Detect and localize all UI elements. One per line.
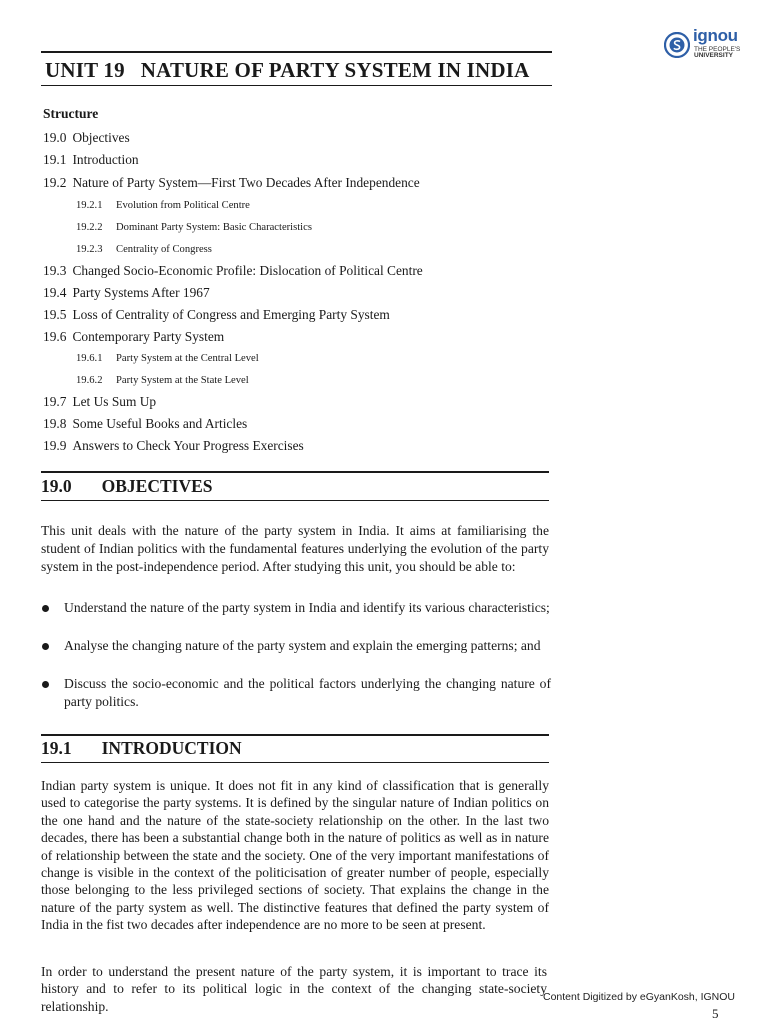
bullet-icon (42, 605, 49, 612)
title-top-rule (41, 51, 552, 53)
toc-item: 19.1 Introduction (43, 152, 139, 167)
toc-item: 19.6 Contemporary Party System (43, 329, 225, 344)
ignou-emblem-icon (664, 32, 690, 58)
toc-item: 19.5 Loss of Centrality of Congress and Emerging Party System (43, 307, 390, 322)
logo-wordmark: ignou (693, 26, 738, 45)
introduction-top-rule (41, 734, 549, 736)
section-number: 19.1 (41, 738, 72, 758)
introduction-paragraph-1: Indian party system is unique. It does not fit in any kind of classification that is generally used to categorise the party systems. It is defined by the singular nature of Indian politics on the one hand and the nature of the state-society relationship on the other. In the last two decades, there has been a substantial change both in the nature of politics as well as in nature of relationship between the state and the society. One of the very important manifestations of change is visible in the context of the politicisation of greater number of people, especially those belonging to the less privileged sections of society. That explains the change in the nature of the party system as well. The distinctive features that defined the party system of India in the fist two decades after independence are no more to be seen at present. (41, 778, 549, 933)
list-item: Understand the nature of the party system in India and identify its various characteristics; (41, 599, 551, 617)
logo-tagline-university: UNIVERSITY (694, 52, 734, 59)
bullet-icon (42, 681, 49, 688)
toc-item: 19.8 Some Useful Books and Articles (43, 416, 248, 431)
section-title: OBJECTIVES (101, 476, 213, 496)
toc-item: 19.4 Party Systems After 1967 (43, 285, 210, 300)
objectives-top-rule (41, 471, 549, 473)
toc-item: 19.9 Answers to Check Your Progress Exercises (43, 438, 304, 453)
toc-subitem: 19.6.1 Party System at the Central Level (76, 353, 259, 364)
toc-item: 19.0 Objectives (43, 130, 130, 145)
toc-subitem: 19.6.2 Party System at the State Level (76, 375, 249, 386)
introduction-paragraph-2: In order to understand the present nature of the party system, it is important to trace its history and to refer to its political logic in the context of the changing state-society relationship. (41, 964, 547, 1014)
list-item: Discuss the socio-economic and the political factors underlying the changing nature of party politics. (41, 675, 551, 711)
introduction-bottom-rule (41, 762, 549, 763)
unit-number: UNIT 19 (45, 58, 125, 82)
logo-tagline: THE PEOPLE'S (694, 46, 741, 53)
introduction-heading (41, 738, 242, 759)
toc-subitem: 19.2.2 Dominant Party System: Basic Characteristics (76, 222, 312, 233)
structure-heading: Structure (43, 106, 99, 121)
digitization-credit: Content Digitized by eGyanKosh, IGNOU (543, 991, 736, 1003)
toc-subitem: 19.2.1 Evolution from Political Centre (76, 200, 250, 211)
objectives-heading (41, 476, 213, 497)
page-number: 5 (712, 1006, 719, 1021)
bullet-icon (42, 643, 49, 650)
toc-item: 19.3 Changed Socio-Economic Profile: Dislocation of Political Centre (43, 263, 423, 278)
toc-item: 19.7 Let Us Sum Up (43, 394, 157, 409)
ignou-logo (664, 26, 754, 62)
toc-item: 19.2 Nature of Party System—First Two Decades After Independence (43, 175, 420, 190)
section-number: 19.0 (41, 476, 72, 496)
section-title: INTRODUCTION (101, 738, 242, 758)
unit-title (45, 58, 530, 83)
toc-subitem: 19.2.3 Centrality of Congress (76, 244, 212, 255)
objectives-intro: This unit deals with the nature of the party system in India. It aims at familiarising the student of Indian politics with the fundamental features underlying the evolution of the party system in the post-independence period. After studying this unit, you should be able to: (41, 523, 549, 574)
title-bottom-rule (41, 85, 552, 86)
unit-title-text: NATURE OF PARTY SYSTEM IN INDIA (140, 58, 530, 82)
list-item: Analyse the changing nature of the party system and explain the emerging patterns; and (41, 637, 551, 655)
objectives-bottom-rule (41, 500, 549, 501)
